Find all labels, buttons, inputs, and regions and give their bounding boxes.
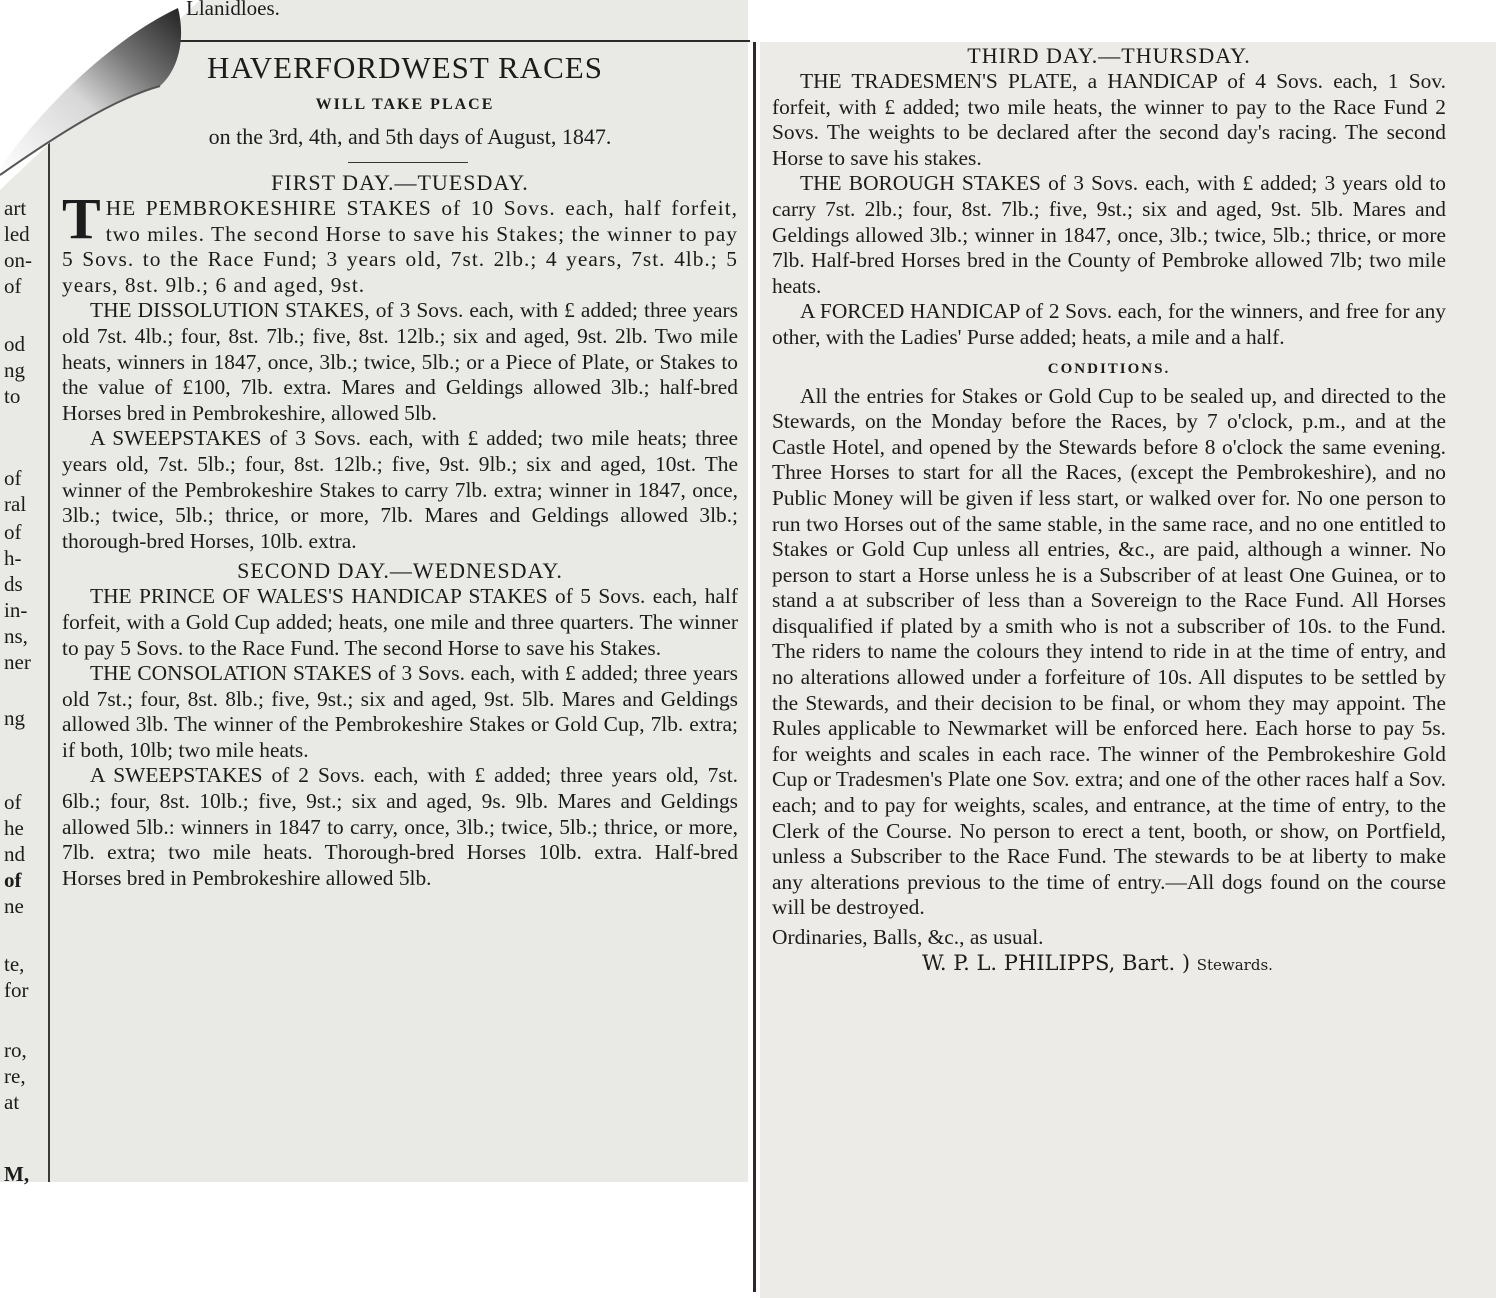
left-column xyxy=(62,170,738,891)
consolation-stakes-paragraph: THE CONSOLATION STAKES of 3 Sovs. each, with £ added; three years old 7st.; four, 8st. 8lb.; five, 9st.; six and aged, 9st. 5lb. Mares and Geldings allowed 3lb. The winner of the Pembrokeshire Stakes or Gold Cup, 7lb. extra; if both, 10lb; two mile heats. xyxy=(62,661,738,762)
left-column-rule xyxy=(48,42,50,1182)
day-two-heading: SECOND DAY.—WEDNESDAY. xyxy=(237,558,563,584)
center-column-rule xyxy=(753,42,756,1292)
edge-fragment: he xyxy=(4,816,24,840)
prince-of-wales-paragraph: THE PRINCE OF WALES'S HANDICAP STAKES of 5 Sovs. each, half forfeit, with a Gold Cup added; heats, one mile and three quarters. The winner to pay 5 Sovs. to the Race Fund. The second Horse to save his Stakes. xyxy=(62,584,738,660)
edge-fragment: ner xyxy=(4,650,31,674)
sweepstakes-day-one-paragraph: A SWEEPSTAKES of 3 Sovs. each, with £ added; two mile heats; three years old, 7st. 5lb.; four, 8st. 12lb.; five, 9st. 9lb.; six and aged, 10st. The winner of the Pembrokeshire Stakes to carry 7lb. extra; winner in 1847, once, 3lb.; twice, 5lb.; thrice, or more, 7lb. Mares and Geldings allowed 3lb.; thorough-bred Horses, 10lb. extra. xyxy=(62,426,738,553)
signature-role: Stewards. xyxy=(1196,955,1273,974)
tradesmens-plate-paragraph: THE TRADESMEN'S PLATE, a HANDICAP of 4 Sovs. each, 1 Sov. forfeit, with £ added; two mile heats, the winner to pay to the Race Fund 2 Sovs. The weights to be declared after the second day's racing. The second Horse to save his stakes. xyxy=(772,69,1446,170)
edge-fragment: ng xyxy=(4,706,25,730)
edge-fragment: ds xyxy=(4,572,23,596)
page-title: HAVERFORDWEST RACES xyxy=(207,50,603,85)
edge-fragment: of xyxy=(4,790,22,814)
edge-fragment: in- xyxy=(4,598,28,622)
edge-fragment: re, xyxy=(4,1064,26,1088)
header-rule xyxy=(160,40,750,42)
edge-fragment: te, xyxy=(4,952,25,976)
edge-fragment: ral xyxy=(4,492,27,516)
page-curl-icon xyxy=(0,0,200,190)
forced-handicap-paragraph: A FORCED HANDICAP of 2 Sovs. each, for the winners, and free for any other, with the Ladies' Purse added; heats, a mile and a half. xyxy=(772,299,1446,349)
conditions-heading: CONDITIONS. xyxy=(1047,360,1171,377)
edge-fragment: at xyxy=(4,1090,20,1114)
sweepstakes-day-two-paragraph: A SWEEPSTAKES of 2 Sovs. each, with £ added; three years old, 7st. 6lb.; four, 8st. 10lb.; five, 9st.; six and aged, 9s. 9lb. Mares and Geldings allowed 5lb.: winners in 1847 to carry, once, 3lb.; twice, 5lb.; thrice, or more, 7lb. extra; two mile heats. Thorough-bred Horses 10lb. extra. Half-bred Horses bred in Pembrokeshire allowed 5lb. xyxy=(62,763,738,890)
conditions-paragraph: All the entries for Stakes or Gold Cup to be sealed up, and directed to the Stewards, on the Monday before the Races, by 7 o'clock, p.m., and at the Castle Hotel, and opened by the Stewards before 8 o'clock the same evening. Three Horses to start for all the Races, (except the Pembrokeshire), and no Public Money will be given if less start, or walked over for. No one person to run two Horses out of the same stable, in the same race, and no one entitled to Stakes or Gold Cup unless all entries, &c., are paid, although a winner. No person to start a Horse unless he is a Subscriber of at least One Guinea, or to stand a at subscriber of less than a Sovereign to the Race Fund. All Horses disqualified if plated by a smith who is not a subscriber of 10s. to the Fund. The riders to name the colours they intend to ride in at the time of entry, and no alterations allowed under a forfeiture of 10s. All disputes to be settled by the Stewards, and their decision to be final, or whom they may appoint. The Rules applicable to Newmarket will be enforced here. Each horse to pay 5s. for weights and scales in each race. The winner of the Pembrokeshire Gold Cup or Tradesmen's Plate one Sov. extra; and one of the other races half a Sov. each; and to pay for weights, scales, and entrance, at the time of entry, to the Clerk of the Course. No person to erect a tent, booth, or show, on Portfield, unless a Subscriber to the Race Fund. The stewards to be at liberty to make any alterations previous to the time of entry.—All dogs found on the course will be destroyed. xyxy=(772,383,1446,920)
right-column xyxy=(772,43,1446,975)
pembrokeshire-stakes-paragraph xyxy=(62,186,738,298)
closing-line: Ordinaries, Balls, &c., as usual. xyxy=(772,925,1044,949)
edge-fragment: of xyxy=(4,520,22,544)
edge-fragment: ne xyxy=(4,894,24,918)
edge-fragment: ns, xyxy=(4,624,28,648)
borough-stakes-paragraph: THE BOROUGH STAKES of 3 Sovs. each, with £ added; 3 years old to carry 7st. 2lb.; four, 8st. 7lb.; five, 9st.; six and aged, 9st. 5lb. Mares and Geldings allowed 3lb.; winner in 1847, once, 3lb.; twice, 5lb.; thrice, or more 7lb. Half-bred Horses bred in the County of Pembroke allowed 7lb; two mile heats. xyxy=(772,171,1446,298)
edge-fragment: led xyxy=(4,222,30,246)
subtitle: WILL TAKE PLACE xyxy=(315,96,495,113)
day-three-heading: THIRD DAY.—THURSDAY. xyxy=(967,43,1251,68)
signature-name: W. P. L. PHILIPPS, Bart. xyxy=(922,950,1176,975)
brace: ) xyxy=(1181,950,1191,975)
edge-fragment: M, xyxy=(4,1162,30,1186)
title-divider xyxy=(348,162,468,163)
drop-cap: T xyxy=(62,186,102,251)
edge-fragment: ro, xyxy=(4,1038,27,1062)
date-line: on the 3rd, 4th, and 5th days of August, 1847. xyxy=(208,124,612,149)
top-line: Llanidloes. xyxy=(186,0,280,20)
edge-fragment: of xyxy=(4,466,22,490)
edge-fragment: to xyxy=(4,384,21,408)
edge-fragment: h- xyxy=(4,546,22,570)
edge-fragment: of xyxy=(4,868,22,892)
paragraph-text: HE PEMBROKESHIRE STAKES of 10 Sovs. each, half forfeit, two miles. The second Horse to save his Stakes; the winner to pay 5 Sovs. to the Race Fund; 3 years old, 7st. 2lb.; 4 years, 7st. 4lb.; 5 years, 8st. 9lb.; 6 and aged, 9st. xyxy=(62,196,738,297)
edge-fragment: od xyxy=(4,332,25,356)
edge-fragment: nd xyxy=(4,842,25,866)
dissolution-stakes-paragraph: THE DISSOLUTION STAKES, of 3 Sovs. each, with £ added; three years old 7st. 4lb.; four, 8st. 7lb.; five, 8st. 12lb.; six and aged, 9st. 2lb. Two mile heats, winners in 1847, once, 3lb.; twice, 5lb.; or a Piece of Plate, or Stakes to the value of £100, 7lb. extra. Mares and Geldings allowed 3lb.; half-bred Horses bred in Pembrokeshire, allowed 5lb. xyxy=(62,298,738,425)
edge-fragment: of xyxy=(4,274,22,298)
day-one-heading: FIRST DAY.—TUESDAY. xyxy=(271,170,529,195)
edge-fragment: on- xyxy=(4,248,32,272)
edge-fragment: for xyxy=(4,978,29,1002)
edge-fragment: ng xyxy=(4,358,25,382)
edge-fragment: art xyxy=(4,196,27,220)
signature xyxy=(922,951,1446,975)
